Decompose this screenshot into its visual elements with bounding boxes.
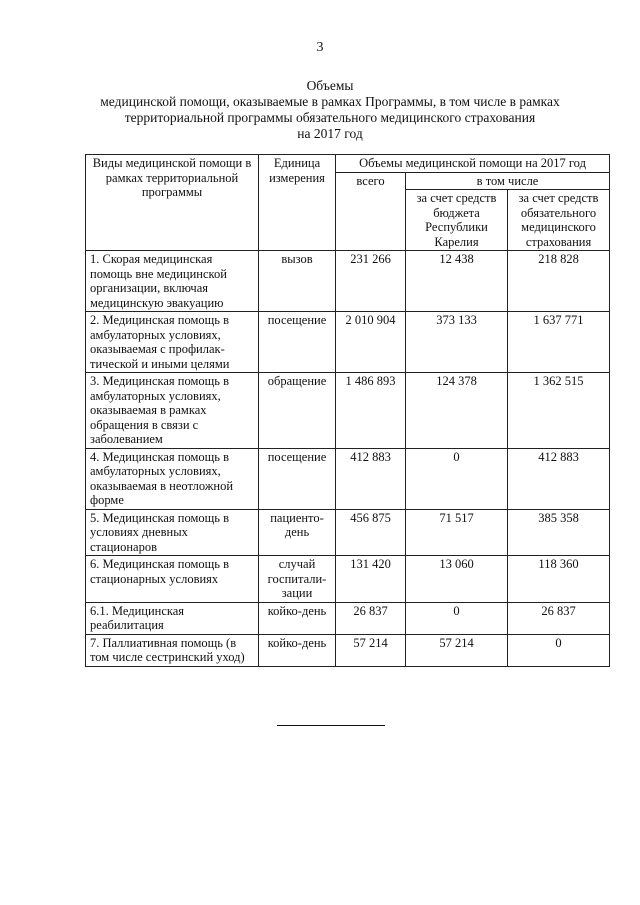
row-total: 57 214 <box>336 634 406 666</box>
row-type: 7. Паллиативная помощь (в том числе сестринский уход) <box>86 634 259 666</box>
document-title <box>60 78 600 142</box>
title-line-2: медицинской помощи, оказываемые в рамках Программы, в том числе в рамках <box>100 94 560 109</box>
table-row <box>86 602 610 634</box>
table-row <box>86 312 610 373</box>
row-budget: 13 060 <box>406 556 508 603</box>
title-line-3: территориальной программы обязательного медицинского страхования <box>124 110 536 125</box>
table-row <box>86 509 610 556</box>
row-type: 5. Медицинская помощь в условиях дневных стационаров <box>86 509 259 556</box>
row-unit: случай госпитали- зации <box>259 556 336 603</box>
row-type: 6.1. Медицинская реабилитация <box>86 602 259 634</box>
row-total: 456 875 <box>336 509 406 556</box>
row-budget: 71 517 <box>406 509 508 556</box>
row-budget: 0 <box>406 602 508 634</box>
row-type: 4. Медицинская помощь в амбулаторных условиях, оказываемая в неотложной форме <box>86 448 259 509</box>
row-oms: 385 358 <box>508 509 610 556</box>
header-volumes: Объемы медицинской помощи на 2017 год <box>336 155 610 173</box>
row-total: 231 266 <box>336 251 406 312</box>
row-oms: 218 828 <box>508 251 610 312</box>
end-divider-line <box>277 725 385 726</box>
row-type: 6. Медицинская помощь в стационарных условиях <box>86 556 259 603</box>
header-unit: Единица измерения <box>259 155 336 251</box>
table-header <box>86 155 610 251</box>
header-total: всего <box>336 172 406 251</box>
title-line-1: Объемы <box>306 78 354 93</box>
table-row <box>86 634 610 666</box>
row-budget: 57 214 <box>406 634 508 666</box>
header-budget: за счет средств бюджета Республики Карелия <box>406 190 508 251</box>
row-budget: 0 <box>406 448 508 509</box>
row-type: 3. Медицинская помощь в амбулаторных условиях, оказываемая в рамках обращения в связи с заболеванием <box>86 373 259 449</box>
row-oms: 1 637 771 <box>508 312 610 373</box>
row-oms: 118 360 <box>508 556 610 603</box>
table-row <box>86 373 610 449</box>
row-unit: посещение <box>259 448 336 509</box>
table-body <box>86 251 610 667</box>
row-unit: пациенто- день <box>259 509 336 556</box>
header-types: Виды медицинской помощи в рамках территориальной программы <box>86 155 259 251</box>
row-type: 2. Медицинская помощь в амбулаторных условиях, оказываемая с профилак- тической и иными целями <box>86 312 259 373</box>
row-total: 1 486 893 <box>336 373 406 449</box>
page-number: 3 <box>316 40 324 55</box>
row-unit: вызов <box>259 251 336 312</box>
row-unit: койко-день <box>259 634 336 666</box>
row-unit: койко-день <box>259 602 336 634</box>
table-row <box>86 448 610 509</box>
row-budget: 12 438 <box>406 251 508 312</box>
row-budget: 124 378 <box>406 373 508 449</box>
title-line-4: на 2017 год <box>297 126 363 141</box>
row-oms: 412 883 <box>508 448 610 509</box>
row-oms: 1 362 515 <box>508 373 610 449</box>
row-oms: 0 <box>508 634 610 666</box>
header-including: в том числе <box>406 172 610 190</box>
row-type: 1. Скорая медицинская помощь вне медицинской организации, включая медицинскую эвакуацию <box>86 251 259 312</box>
row-budget: 373 133 <box>406 312 508 373</box>
row-total: 26 837 <box>336 602 406 634</box>
row-total: 412 883 <box>336 448 406 509</box>
table-row <box>86 251 610 312</box>
row-unit: посещение <box>259 312 336 373</box>
row-total: 131 420 <box>336 556 406 603</box>
table-row <box>86 556 610 603</box>
header-oms: за счет средств обязательного медицинского страхования <box>508 190 610 251</box>
row-total: 2 010 904 <box>336 312 406 373</box>
row-oms: 26 837 <box>508 602 610 634</box>
row-unit: обращение <box>259 373 336 449</box>
volumes-table <box>85 154 610 667</box>
